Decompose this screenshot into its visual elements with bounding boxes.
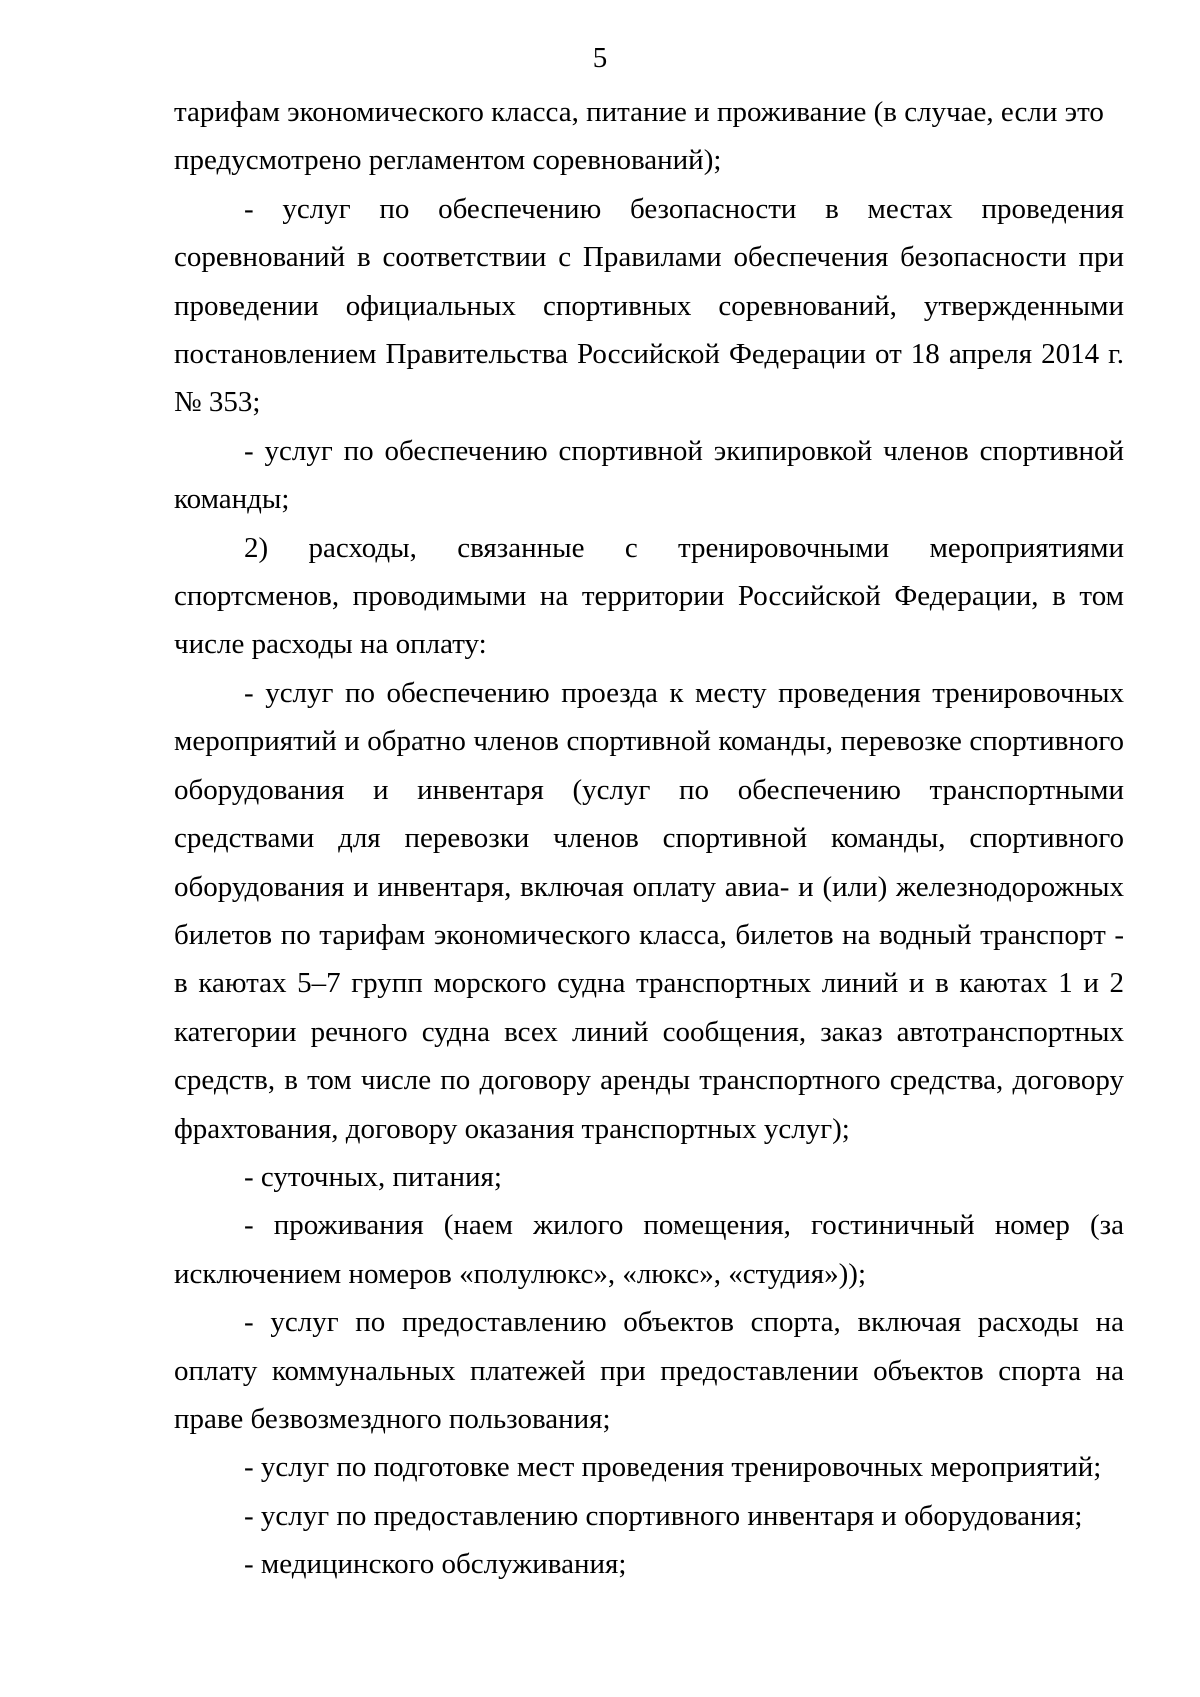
paragraph-continuation: тарифам экономического класса, питание и проживание (в случае, если это предусмотрено регламентом соревнований); <box>174 96 1104 177</box>
paragraph-training-expenses: 2) расходы, связанные с тренировочными мероприятиями спортсменов, проводимыми на территории Российской Федерации, в том числе расходы на оплату: <box>174 531 1124 661</box>
list-item-venue-preparation: - услуг по подготовке мест проведения тренировочных мероприятий; <box>244 1451 1102 1484</box>
document-body <box>174 88 1124 1589</box>
list-item-medical-service: - медицинского обслуживания; <box>244 1548 627 1581</box>
list-item-security-services: - услуг по обеспечению безопасности в местах проведения соревнований в соответствии с Правилами обеспечения безопасности при проведении официальных спортивных соревнований, утвержденными постановлением Правительства Российской Федерации от 18 апреля 2014 г. № 353; <box>174 192 1124 419</box>
list-item-inventory: - услуг по предоставлению спортивного инвентаря и оборудования; <box>244 1499 1083 1532</box>
list-item-daily-allowance: - суточных, питания; <box>244 1160 502 1193</box>
list-item-accommodation: - проживания (наем жилого помещения, гостиничный номер (за исключением номеров «полулюкс», «люкс», «студия»)); <box>174 1209 1124 1290</box>
page-number: 5 <box>592 42 608 74</box>
list-item-sports-equipment: - услуг по обеспечению спортивной экипировкой членов спортивной команды; <box>174 434 1124 516</box>
list-item-travel-services: - услуг по обеспечению проезда к месту проведения тренировочных мероприятий и обратно членов спортивной команды, перевозке спортивного оборудования и инвентаря (услуг по обеспечению транспортными средствами для перевозки членов спортивной команды, спортивного оборудования и инвентаря, включая оплату авиа- и (или) железнодорожных билетов по тарифам экономического класса, билетов на водный транспорт - в каютах 5–7 групп морского судна транспортных линий и в каютах 1 и 2 категории речного судна всех линий сообщения, заказ автотранспортных средств, в том числе по договору аренды транспортного средства, договору фрахтования, договору оказания транспортных услуг); <box>174 676 1124 1145</box>
list-item-sports-facilities: - услуг по предоставлению объектов спорта, включая расходы на оплату коммунальных платежей при предоставлении объектов спорта на праве безвозмездного пользования; <box>174 1306 1124 1435</box>
